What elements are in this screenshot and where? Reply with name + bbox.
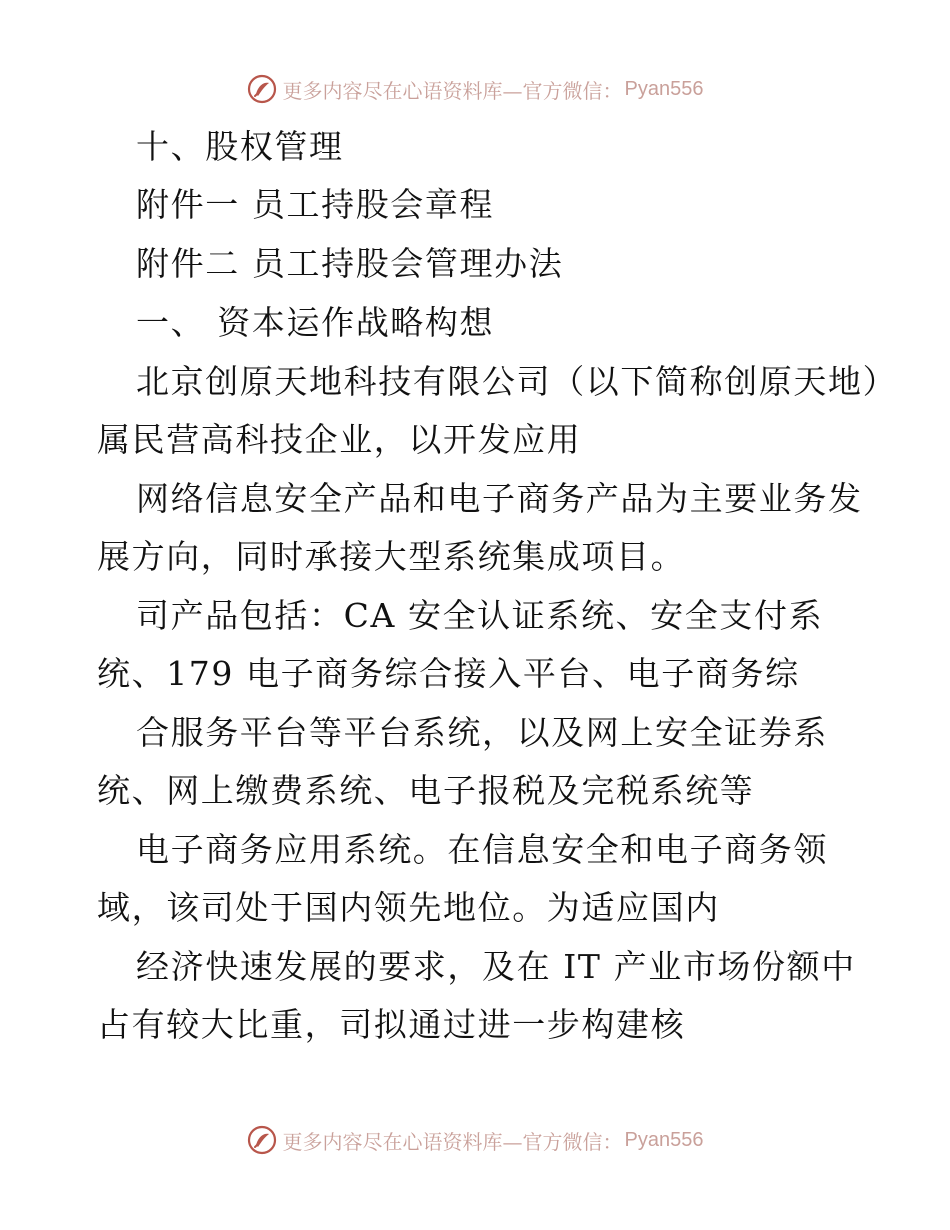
paragraph-line: 合服务平台等平台系统，以及网上安全证券系 [136,713,828,752]
paragraph-line: 经济快速发展的要求，及在 IT 产业市场份额中 [136,947,856,986]
paragraph-line: 北京创原天地科技有限公司（以下简称创原天地） [136,362,898,401]
watermark-text: 更多内容尽在心语资料库—官方微信： [282,1129,623,1154]
watermark-wechat-id: Pyan556 [624,1128,704,1151]
heading-equity-management: 十、股权管理 [136,127,344,166]
appendix-1-title: 附件一 员工持股会章程 [136,185,495,224]
paragraph-line: 占有较大比重，司拟通过进一步构建核 [97,1005,686,1044]
paragraph-line: 司产品包括：CA 安全认证系统、安全支付系 [136,596,824,635]
paragraph-line: 属民营高科技企业，以开发应用 [97,420,582,459]
brand-logo-icon [247,1125,277,1155]
footer-watermark [0,1123,950,1157]
appendix-2-title: 附件二 员工持股会管理办法 [136,244,564,283]
paragraph-line: 网络信息安全产品和电子商务产品为主要业务发 [136,479,863,518]
header-watermark [0,72,950,106]
paragraph-line: 电子商务应用系统。在信息安全和电子商务领 [136,830,828,869]
brand-logo-icon [247,74,277,104]
paragraph-line: 展方向，同时承接大型系统集成项目。 [97,537,686,576]
paragraph-line: 域，该司处于国内领先地位。为适应国内 [97,888,720,927]
watermark-text: 更多内容尽在心语资料库—官方微信： [282,78,623,103]
section-1-heading: 一、 资本运作战略构想 [136,303,495,342]
paragraph-line: 统、网上缴费系统、电子报税及完税系统等 [97,771,755,810]
watermark-wechat-id: Pyan556 [624,77,704,100]
paragraph-line: 统、179 电子商务综合接入平台、电子商务综 [97,654,800,693]
